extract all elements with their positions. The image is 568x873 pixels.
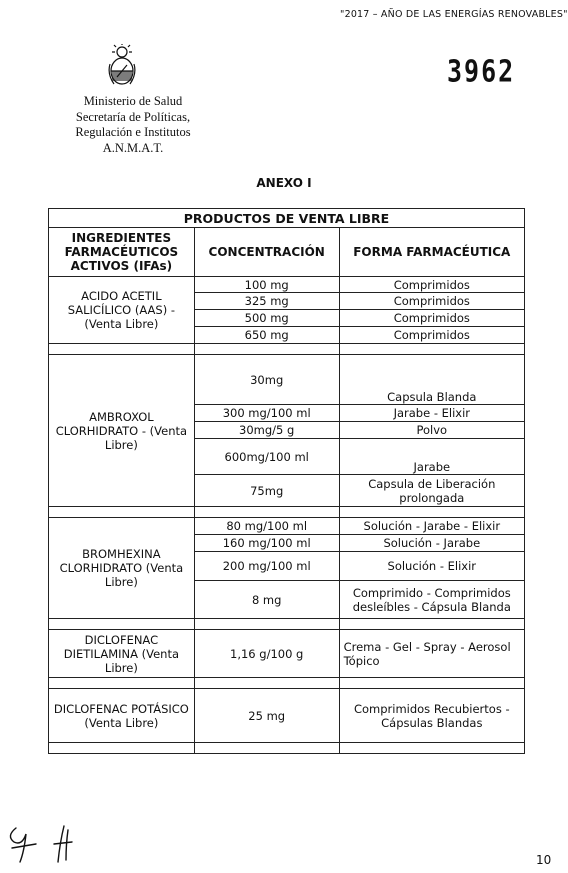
ingredient-cell: ACIDO ACETIL SALICÍLICO (AAS) - (Venta Libre): [49, 277, 195, 344]
header-motto: "2017 – AÑO DE LAS ENERGÍAS RENOVABLES": [340, 9, 568, 20]
column-header-concentration: CONCENTRACIÓN: [194, 228, 339, 277]
form-cell: Capsula de Liberación prolongada: [339, 475, 524, 507]
concentration-cell: 300 mg/100 ml: [194, 405, 339, 422]
ingredient-cell: DICLOFENAC POTÁSICO (Venta Libre): [49, 689, 195, 743]
concentration-cell: 160 mg/100 ml: [194, 535, 339, 552]
concentration-cell: 80 mg/100 ml: [194, 518, 339, 535]
org-line: A.N.M.A.T.: [102, 140, 164, 155]
spacer-cell: [49, 344, 195, 355]
org-line: Regulación e Institutos: [75, 125, 191, 139]
table-title: PRODUCTOS DE VENTA LIBRE: [49, 209, 525, 228]
concentration-cell: 75mg: [194, 475, 339, 507]
column-header-form: FORMA FARMACÉUTICA: [339, 228, 524, 277]
spacer-cell: [49, 743, 195, 754]
spacer-cell: [194, 678, 339, 689]
spacer-cell: [339, 678, 524, 689]
document-number: 3962: [447, 54, 516, 89]
concentration-cell: 25 mg: [194, 689, 339, 743]
form-cell: Comprimidos: [339, 310, 524, 327]
page-number: 10: [536, 853, 552, 867]
spacer-cell: [339, 743, 524, 754]
form-cell: Comprimidos: [339, 293, 524, 310]
concentration-cell: 1,16 g/100 g: [194, 630, 339, 678]
form-cell: Comprimidos: [339, 277, 524, 293]
national-seal-icon: [106, 44, 138, 90]
form-cell: Comprimido - Comprimidos desleíbles - Cápsula Blanda: [339, 581, 524, 619]
org-line: Ministerio de Salud: [83, 94, 183, 108]
spacer-cell: [194, 743, 339, 754]
ingredient-cell: DICLOFENAC DIETILAMINA (Venta Libre): [49, 630, 195, 678]
concentration-cell: 200 mg/100 ml: [194, 552, 339, 581]
organization-block: [58, 94, 208, 156]
annex-title: ANEXO I: [256, 176, 312, 190]
spacer-cell: [339, 344, 524, 355]
form-cell: Solución - Jarabe - Elixir: [339, 518, 524, 535]
products-table: [48, 208, 525, 754]
spacer-cell: [339, 507, 524, 518]
spacer-cell: [194, 507, 339, 518]
concentration-cell: 100 mg: [194, 277, 339, 293]
column-header-ingredients: INGREDIENTES FARMACÉUTICOS ACTIVOS (IFAs): [49, 228, 195, 277]
spacer-cell: [194, 619, 339, 630]
spacer-cell: [49, 619, 195, 630]
spacer-cell: [339, 619, 524, 630]
spacer-cell: [49, 507, 195, 518]
handwritten-signature-icon: [4, 822, 74, 866]
spacer-cell: [194, 344, 339, 355]
form-cell: Polvo: [339, 422, 524, 439]
form-cell: Comprimidos: [339, 327, 524, 344]
form-cell: Capsula Blanda: [339, 355, 524, 405]
form-cell: Solución - Elixir: [339, 552, 524, 581]
concentration-cell: 30mg/5 g: [194, 422, 339, 439]
form-cell: Jarabe - Elixir: [339, 405, 524, 422]
ingredient-cell: BROMHEXINA CLORHIDRATO (Venta Libre): [49, 518, 195, 619]
ingredient-cell: AMBROXOL CLORHIDRATO - (Venta Libre): [49, 355, 195, 507]
concentration-cell: 325 mg: [194, 293, 339, 310]
concentration-cell: 500 mg: [194, 310, 339, 327]
concentration-cell: 650 mg: [194, 327, 339, 344]
form-cell: Jarabe: [339, 439, 524, 475]
org-line: Secretaría de Políticas,: [75, 109, 191, 124]
form-cell: Crema - Gel - Spray - Aerosol Tópico: [339, 630, 524, 678]
spacer-cell: [49, 678, 195, 689]
concentration-cell: 30mg: [194, 355, 339, 405]
form-cell: Comprimidos Recubiertos - Cápsulas Blandas: [339, 689, 524, 743]
concentration-cell: 600mg/100 ml: [194, 439, 339, 475]
concentration-cell: 8 mg: [194, 581, 339, 619]
form-cell: Solución - Jarabe: [339, 535, 524, 552]
